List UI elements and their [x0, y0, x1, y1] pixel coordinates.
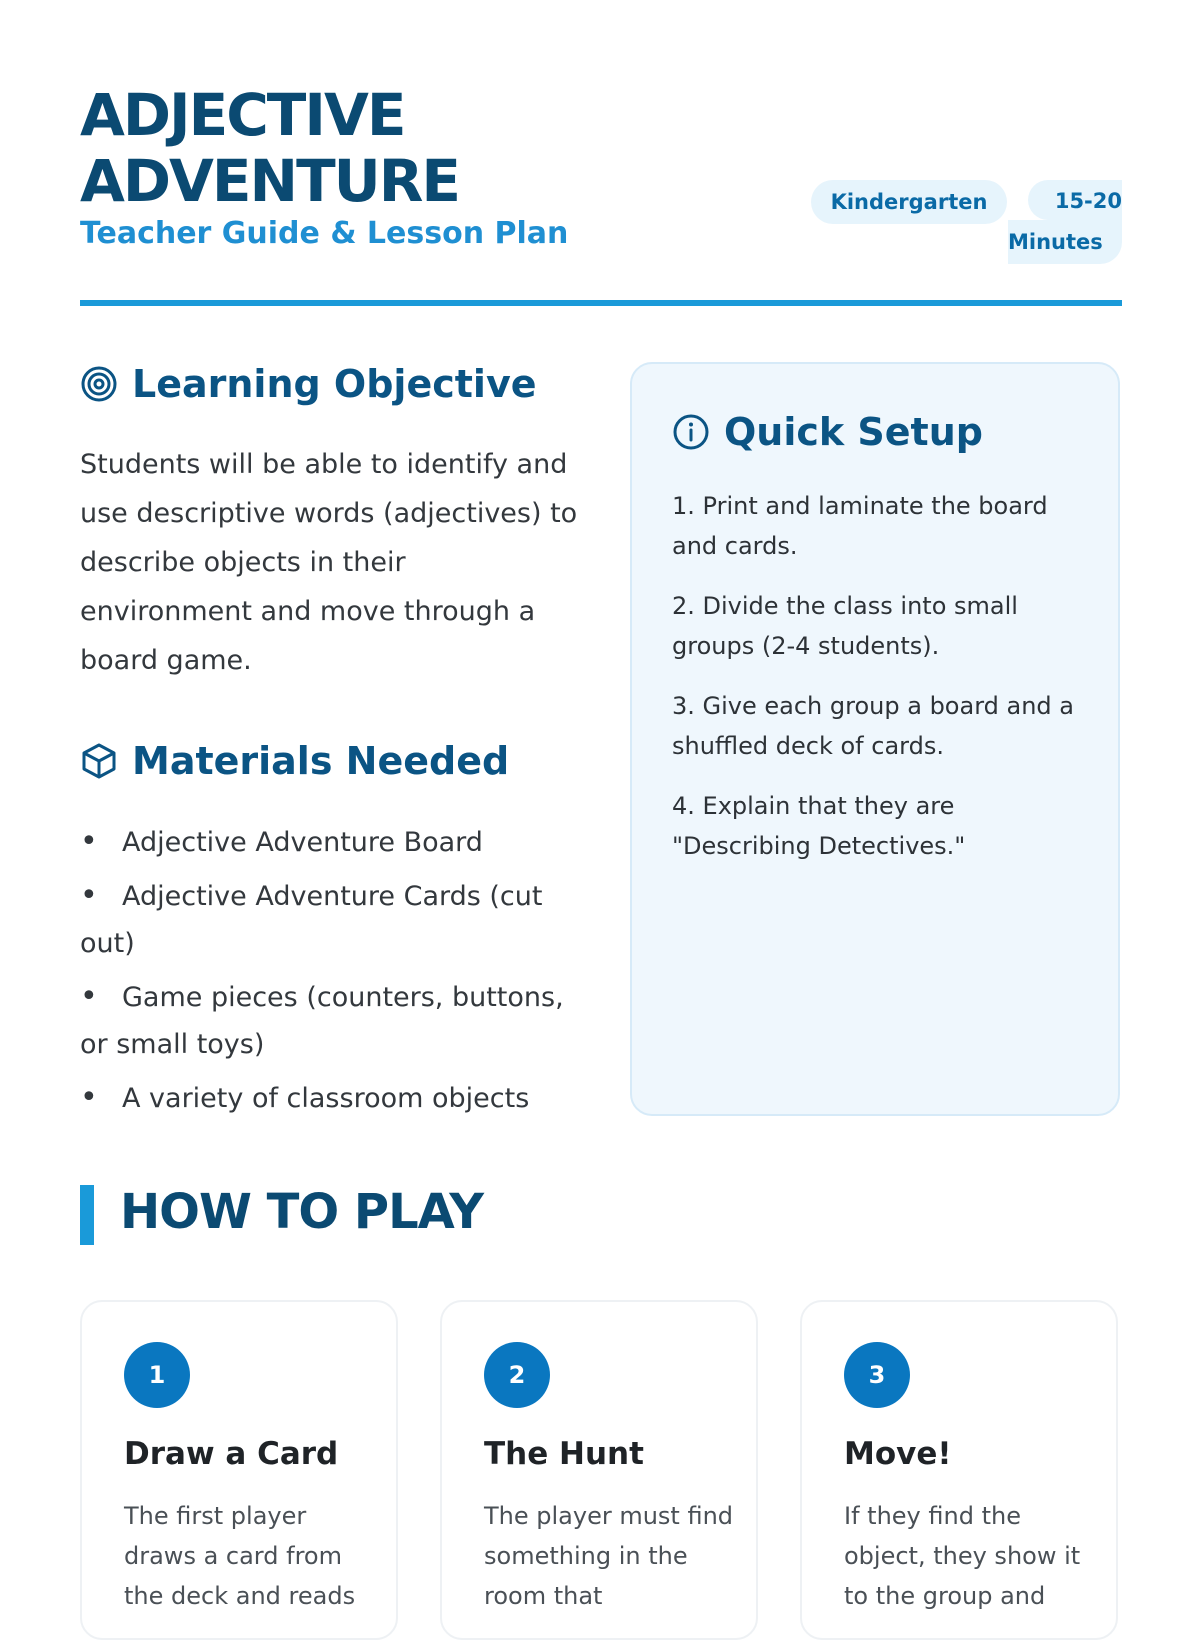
- step-text: The first player draws a card from the deck and reads: [124, 1502, 356, 1610]
- setup-step: 1. Print and laminate the board and cards.: [672, 492, 1048, 560]
- step-number-badge: 2: [484, 1342, 550, 1408]
- objective-heading-label: Learning Objective: [132, 362, 537, 406]
- setup-step: 4. Explain that they are "Describing Detectives.": [672, 792, 966, 860]
- step-card: [800, 1300, 1118, 1640]
- materials-heading-label: Materials Needed: [132, 739, 510, 783]
- header-divider: [80, 300, 1122, 306]
- materials-list: [80, 818, 580, 1128]
- material-item-label: Adjective Adventure Board: [122, 827, 483, 858]
- setup-heading-label: Quick Setup: [724, 410, 983, 454]
- step-text: If they find the object, they show it to the group and: [844, 1502, 1081, 1610]
- page-subtitle: Teacher Guide & Lesson Plan: [80, 216, 569, 251]
- step-card: [80, 1300, 398, 1640]
- box-icon: [80, 742, 118, 780]
- title-line-1: ADJECTIVE: [80, 81, 405, 149]
- quick-setup-panel: [630, 362, 1120, 1116]
- material-item-label: Game pieces (counters, buttons, or small toys): [80, 982, 564, 1060]
- step-title: The Hunt: [484, 1436, 644, 1472]
- setup-steps: [672, 486, 1082, 886]
- step-number-badge: 3: [844, 1342, 910, 1408]
- duration-badge-line-2: Minutes: [1008, 220, 1122, 264]
- step-number-badge: 1: [124, 1342, 190, 1408]
- setup-step: 2. Divide the class into small groups (2-4 students).: [672, 592, 1018, 660]
- page-title: [80, 82, 459, 214]
- step-title: Draw a Card: [124, 1436, 339, 1472]
- step-title: Move!: [844, 1436, 952, 1472]
- how-to-play-heading: HOW TO PLAY: [120, 1184, 483, 1240]
- materials-heading: [80, 739, 509, 783]
- objective-heading: [80, 362, 537, 406]
- duration-badge-line-1: 15-20: [1028, 180, 1122, 220]
- material-item-label: Adjective Adventure Cards (cut out): [80, 881, 543, 959]
- setup-step: 3. Give each group a board and a shuffled deck of cards.: [672, 692, 1074, 760]
- step-text: The player must find something in the room that: [484, 1502, 734, 1610]
- section-accent-bar: [80, 1185, 94, 1245]
- list-item: • Adjective Adventure Cards (cut out): [80, 878, 543, 959]
- target-icon: [80, 365, 118, 403]
- info-icon: [672, 413, 710, 451]
- setup-heading: [672, 410, 983, 454]
- grade-badge: Kindergarten: [811, 180, 1007, 224]
- list-item: • Game pieces (counters, buttons, or small toys): [80, 979, 564, 1060]
- step-card: [440, 1300, 758, 1640]
- title-line-2: ADVENTURE: [80, 147, 460, 215]
- objective-text: Students will be able to identify and use descriptive words (adjectives) to describe objects in their environment and move through a board game.: [80, 449, 578, 676]
- list-item: • Adjective Adventure Board: [80, 824, 483, 859]
- list-item: • A variety of classroom objects: [80, 1080, 530, 1115]
- material-item-label: A variety of classroom objects: [122, 1083, 530, 1114]
